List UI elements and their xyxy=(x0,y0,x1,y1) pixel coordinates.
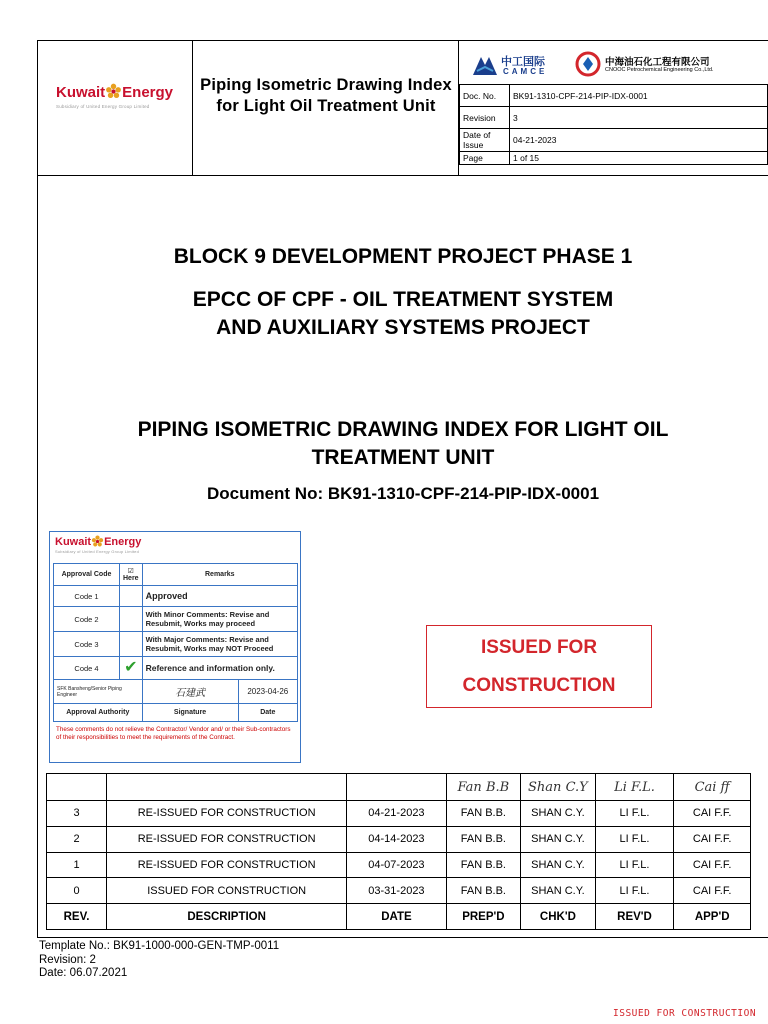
remarks-header: Remarks xyxy=(142,564,297,586)
code-2: Code 2 xyxy=(54,607,120,632)
code-3-check xyxy=(120,632,143,657)
date-label: Date of Issue xyxy=(460,129,510,152)
header-title-cell xyxy=(193,41,459,176)
document-number: Document No: BK91-1310-CPF-214-PIP-IDX-0001 xyxy=(206,484,600,503)
title-block-header xyxy=(38,41,768,176)
page-label: Page xyxy=(460,152,510,165)
doc-info-cell xyxy=(459,41,768,176)
project-title-line3: AND AUXILIARY SYSTEMS PROJECT xyxy=(216,316,590,339)
code-2-remark: With Minor Comments: Revise and Resubmit, Works may proceed xyxy=(142,607,297,632)
kuwait-energy-logo: Kuwait Energy Subsidiary of United Energy Group Limited xyxy=(56,83,180,109)
template-date: Date: 06.07.2021 xyxy=(39,967,128,979)
approver-signature: 石建武 xyxy=(142,680,238,704)
code-3-remark: With Major Comments: Revise and Resubmit, Works may NOT Proceed xyxy=(142,632,297,657)
code-4-remark: Reference and information only. xyxy=(142,657,297,680)
table-row: 2 RE-ISSUED FOR CONSTRUCTION 04-14-2023 FAN B.B. SHAN C.Y. LI F.L. CAI F.F. xyxy=(47,826,751,852)
check-icon: ✔ xyxy=(124,659,138,676)
signature-row xyxy=(47,774,751,801)
flower-icon xyxy=(91,535,104,548)
revision-table xyxy=(46,773,751,930)
company-subtitle: Subsidiary of United Energy Group Limited xyxy=(56,104,150,109)
flower-icon xyxy=(105,83,122,100)
table-row: 1 RE-ISSUED FOR CONSTRUCTION 04-07-2023 FAN B.B. SHAN C.Y. LI F.L. CAI F.F. xyxy=(47,852,751,878)
code-1-remark: Approved xyxy=(142,586,297,607)
page-value: 1 of 15 xyxy=(510,152,768,165)
date-label-stamp: Date xyxy=(238,704,297,722)
approval-date: 2023-04-26 xyxy=(238,680,297,704)
code-2-check xyxy=(120,607,143,632)
approval-authority-label: Approval Authority xyxy=(54,704,143,722)
stamp-logo: Kuwait Energy Subsidiary of United Energy Group Limited xyxy=(55,536,142,554)
revision-value: 3 xyxy=(510,107,768,129)
appd-signature: Cai ff xyxy=(694,779,730,795)
approval-code-table xyxy=(53,563,298,722)
code-3: Code 3 xyxy=(54,632,120,657)
doc-info-table xyxy=(459,84,768,165)
issued-for-construction-box xyxy=(426,625,652,708)
document-title-line2: TREATMENT UNIT xyxy=(311,446,495,469)
header-title: Piping Isometric Drawing Index for Light Oil Treatment Unit xyxy=(200,76,452,115)
project-title-line2: EPCC OF CPF - OIL TREATMENT SYSTEM xyxy=(192,288,614,311)
approval-code-header: Approval Code xyxy=(54,564,120,586)
approval-stamp xyxy=(49,531,301,763)
revision-table-header: REV. DESCRIPTION DATE PREP'D CHK'D REV'D APP'D xyxy=(47,904,751,930)
document-frame xyxy=(37,40,768,938)
code-1: Code 1 xyxy=(54,586,120,607)
footer-issued-stamp: ISSUED FOR CONSTRUCTION xyxy=(613,1008,757,1019)
template-revision: Revision: 2 xyxy=(39,953,96,966)
document-title-line1: PIPING ISOMETRIC DRAWING INDEX FOR LIGHT OIL xyxy=(137,418,669,441)
camce-logo: 中工国际 CAMCE xyxy=(471,51,551,79)
code-1-check xyxy=(120,586,143,607)
chkd-signature: Shan C.Y xyxy=(528,779,588,795)
template-info xyxy=(39,940,279,981)
doc-no-label: Doc. No. xyxy=(460,85,510,107)
table-row: 3 RE-ISSUED FOR CONSTRUCTION 04-21-2023 FAN B.B. SHAN C.Y. LI F.L. CAI F.F. xyxy=(47,801,751,827)
client-logo-cell xyxy=(38,41,193,176)
cnooc-logo: 中海油石化工程有限公司 CNOOC Petrochemical Engineering Co.,Ltd. xyxy=(575,51,768,79)
checkbox-icon: ☑ xyxy=(127,568,134,575)
cnooc-icon xyxy=(575,51,603,77)
revision-label: Revision xyxy=(460,107,510,129)
prepd-signature: Fan B.B xyxy=(457,779,510,795)
project-title-lines xyxy=(38,286,768,342)
revd-signature: Li F.L. xyxy=(614,779,655,795)
document-title xyxy=(38,416,768,472)
table-row: 0 ISSUED FOR CONSTRUCTION 03-31-2023 FAN B.B. SHAN C.Y. LI F.L. CAI F.F. xyxy=(47,878,751,904)
code-4-check xyxy=(120,657,143,680)
template-number: Template No.: BK91-1000-000-GEN-TMP-0011 xyxy=(39,940,280,952)
camce-icon xyxy=(471,51,499,77)
date-value: 04-21-2023 xyxy=(510,129,768,152)
stamp-note: These comments do not relieve the Contractor/ Vendor and/ or their Sub-contractors of their responsibilities to meet the requirements of the Contract. xyxy=(56,726,291,741)
doc-no-value: BK91-1310-CPF-214-PIP-IDX-0001 xyxy=(510,85,768,107)
code-4: Code 4 xyxy=(54,657,120,680)
issued-line2: CONSTRUCTION xyxy=(462,675,616,696)
here-header: ☑ Here xyxy=(120,564,143,586)
signature-label: Signature xyxy=(142,704,238,722)
project-title-line1: BLOCK 9 DEVELOPMENT PROJECT PHASE 1 xyxy=(173,245,633,268)
approver-name: SFK Bansheng/Senior Piping Engineer xyxy=(54,680,143,704)
issued-line1: ISSUED FOR xyxy=(480,637,598,658)
